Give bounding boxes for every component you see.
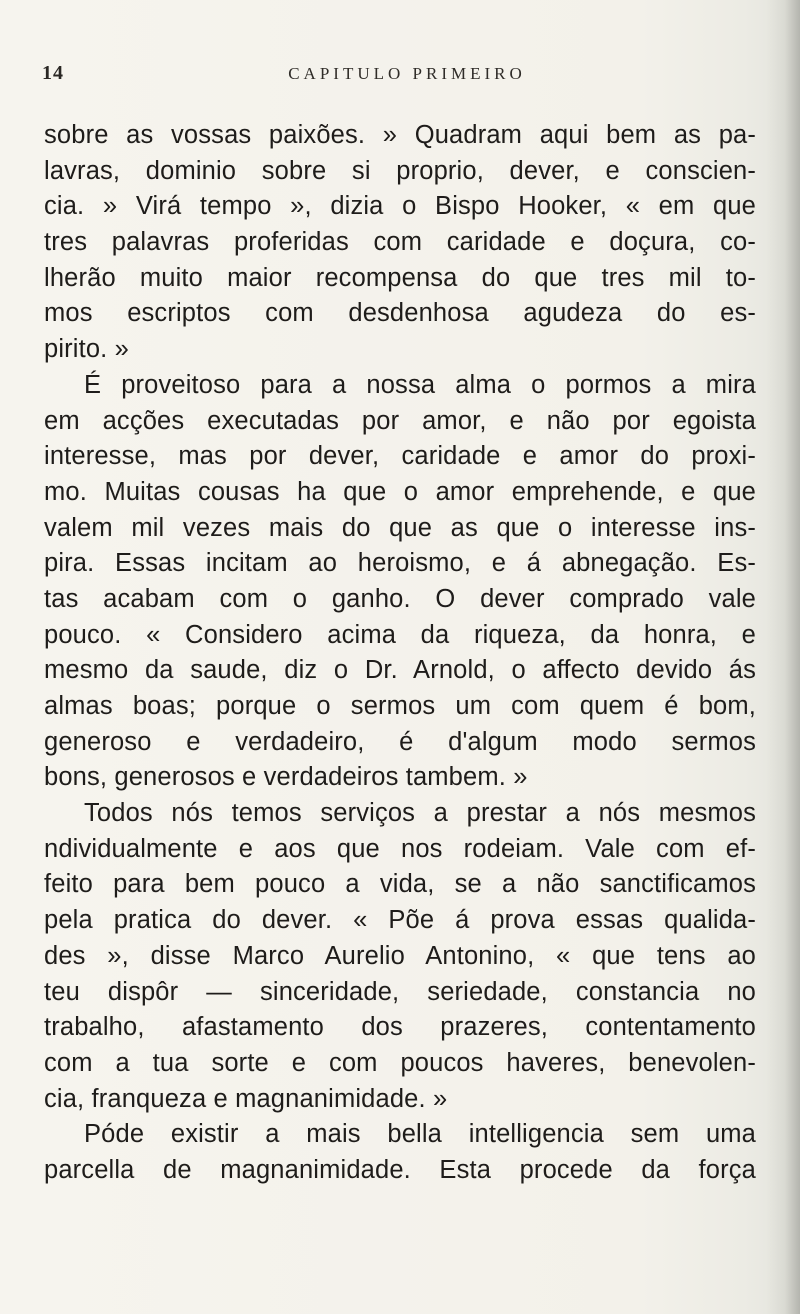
text-line: É proveitoso para a nossa alma o pormos a mira (84, 370, 756, 399)
text-line: pira. Essas incitam ao heroismo, e á abnegação. Es- (44, 549, 756, 578)
text-line: teu dispôr — sinceridade, seriedade, constancia no (44, 977, 756, 1006)
text-line: Póde existir a mais bella intelligencia sem uma (84, 1120, 756, 1149)
text-line: pela pratica do dever. « Põe á prova essas qualida- (44, 906, 756, 935)
text-line: des », disse Marco Aurelio Antonino, « que tens ao (44, 941, 756, 970)
text-line: generoso e verdadeiro, é d'algum modo sermos (44, 727, 756, 756)
body-text (44, 118, 756, 1189)
text-line: mo. Muitas cousas ha que o amor emprehende, e que (44, 477, 756, 506)
text-line: bons, generosos e verdadeiros tambem. » (44, 763, 528, 792)
page-number: 14 (42, 62, 64, 84)
text-line: mesmo da saude, diz o Dr. Arnold, o affecto devido ás (44, 656, 756, 685)
running-head (42, 62, 742, 92)
text-line: em acções executadas por amor, e não por egoista (44, 406, 756, 435)
page-edge-shadow (766, 0, 800, 1314)
chapter-title: CAPITULO PRIMEIRO (288, 64, 526, 83)
text-line: almas boas; porque o sermos um com quem é bom, (44, 692, 756, 720)
text-line: pouco. « Considero acima da riqueza, da honra, e (44, 620, 756, 649)
text-line: mos escriptos com desdenhosa agudeza do es- (44, 299, 756, 328)
text-line: tas acabam com o ganho. O dever comprado vale (44, 584, 756, 613)
text-line: trabalho, afastamento dos prazeres, contentamento (44, 1013, 756, 1042)
text-line: pirito. » (44, 335, 129, 364)
text-line: feito para bem pouco a vida, se a não sanctificamos (44, 870, 756, 899)
text-line: lavras, dominio sobre si proprio, dever, e conscien- (44, 156, 756, 185)
text-line: valem mil vezes mais do que as que o interesse ins- (44, 513, 756, 542)
text-line: cia, franqueza e magnanimidade. » (44, 1084, 448, 1113)
text-line: com a tua sorte e com poucos haveres, benevolen- (44, 1048, 756, 1077)
text-line: parcella de magnanimidade. Esta procede da força (44, 1155, 756, 1184)
text-line: tres palavras proferidas com caridade e doçura, co- (44, 228, 756, 257)
text-line: cia. » Virá tempo », dizia o Bispo Hooker, « em que (44, 192, 756, 221)
text-line: ndividualmente e aos que nos rodeiam. Vale com ef- (44, 834, 756, 863)
text-line: lherão muito maior recompensa do que tres mil to- (44, 263, 756, 292)
text-line: Todos nós temos serviços a prestar a nós mesmos (84, 799, 756, 828)
text-line: sobre as vossas paixões. » Quadram aqui bem as pa- (44, 121, 756, 149)
text-line: interesse, mas por dever, caridade e amor do proxi- (44, 442, 756, 471)
